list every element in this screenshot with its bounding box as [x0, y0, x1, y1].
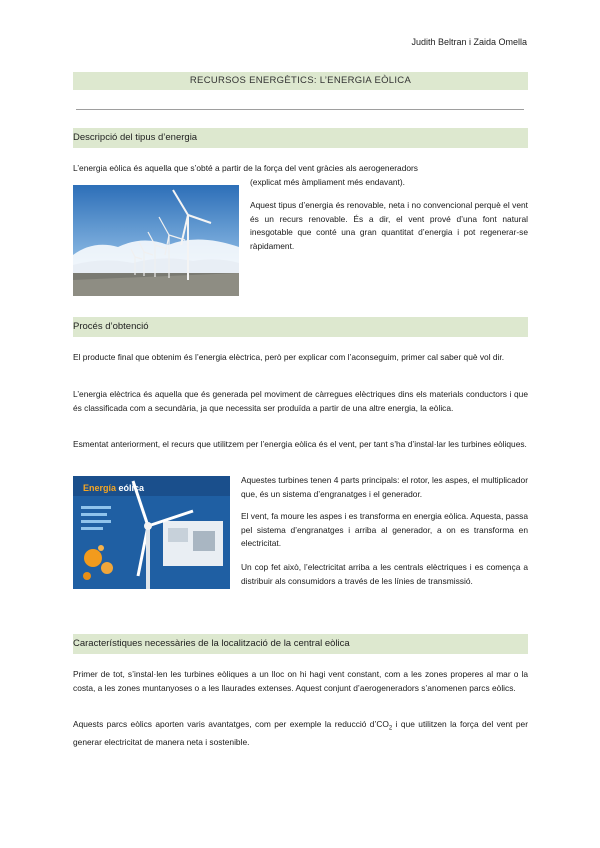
document-title: RECURSOS ENERGÈTICS: L’ENERGIA EÒLICA: [73, 72, 528, 90]
paragraph: El producte final que obtenim és l’energia elèctrica, però per explicar com l’aconseguim, primer cal saber què vol dir.: [73, 352, 505, 362]
section-heading-description: [73, 128, 528, 148]
paragraph: L’energia eòlica és aquella que s’obté a partir de la força del vent gràcies als aerogeneradors: [73, 163, 418, 173]
wind-farm-photo: [73, 185, 239, 296]
author-line: Judith Beltran i Zaida Omella: [411, 37, 527, 47]
section-heading-text: Descripció del tipus d’energia: [73, 132, 198, 143]
paragraph: Un cop fet això, l’electricitat arriba a les centrals elèctriques i es comença a distribuir als consumidors a través de les línies de transmissió.: [241, 562, 528, 586]
section-heading-text: Característiques necessàries de la localització de la central eòlica: [73, 638, 350, 649]
paragraph: Esmentat anteriorment, el recurs que utilitzem per l’energia eòlica és el vent, per tant s’ha d’instal·lar les turbines eòliques.: [73, 439, 527, 449]
horizontal-divider: [76, 109, 524, 110]
poster-title-word: Energía: [83, 483, 117, 493]
paragraph: L’energia elèctrica és aquella que és generada pel moviment de càrregues elèctriques dins els materials conductors i que és classificada com a secundària, ja que necessita ser produïda a partir de una altre energia, la eòlica.: [73, 389, 528, 413]
paragraph: Aquest tipus d’energia és renovable, neta i no convencional perquè el vent és un recurs renovable. És a dir, el vent prové d’una font natural inesgotable que conté una gran quantitat d’energia i pot regenerar-se ràpidament.: [250, 200, 528, 251]
paragraph: Aquestes turbines tenen 4 parts principals: el rotor, les aspes, el multiplicador que, és un sistema d’engranatges i el generador.: [241, 475, 528, 499]
paragraph-co2: [73, 718, 528, 750]
paragraph: El vent, fa moure les aspes i es transforma en energia eòlica. Aquesta, passa pel sistema d’engranatges i arriba al generador, a on es transforma en electricitat.: [241, 511, 528, 548]
paragraph: (explicat més àmpliament més endavant).: [250, 177, 406, 187]
section-heading-text: Procés d’obtenció: [73, 321, 149, 332]
subscript: 2: [388, 725, 393, 732]
poster-title: [83, 483, 144, 493]
wind-energy-poster: [73, 476, 230, 589]
section-heading-process: [73, 317, 528, 337]
text-run: i que utilitzen la força del vent per generar electricitat de manera neta i sostenible.: [73, 719, 528, 748]
section-heading-location: [73, 634, 528, 654]
text-run: Aquests parcs eòlics aporten varis avantatges, com per exemple la reducció d’CO: [73, 719, 389, 729]
poster-title-word: eólica: [118, 483, 145, 493]
paragraph: Primer de tot, s’instal·len les turbines eòliques a un lloc on hi hagi vent constant, com a les zones properes al mar o la costa, a les zones muntanyoses o a les llaurades extenses. Aquest conjunt d’aerogeneradors s’anomenen parcs eòlics.: [73, 669, 528, 693]
